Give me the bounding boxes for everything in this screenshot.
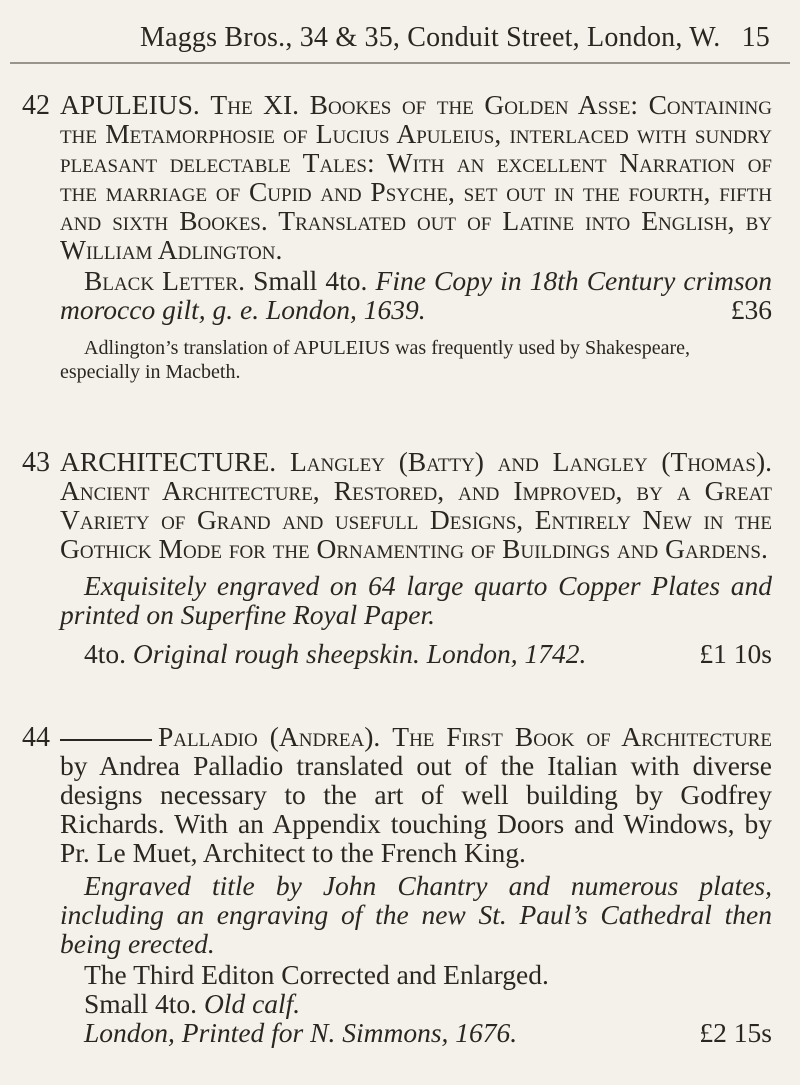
format-lead: Black Letter. (84, 265, 245, 296)
entry-imprint (60, 1018, 772, 1047)
imprint: London, 1639. (265, 294, 426, 325)
entry-title (60, 90, 772, 264)
entry-heading: APULEIUS. (60, 89, 200, 120)
page-header (140, 22, 770, 54)
format: Small 4to. (84, 988, 198, 1019)
price: £2 15s (699, 1017, 772, 1048)
header-title: Maggs Bros., 34 & 35, Conduit Street, London, W. (140, 22, 721, 53)
author: Palladio (Andrea). (158, 721, 381, 752)
description: Exquisitely engraved on 64 large quarto Copper Plates and printed on Superfine Royal Paper. (60, 570, 772, 630)
book-title-lead: The First Book of Architecture (392, 721, 772, 752)
entry-description (60, 571, 772, 629)
description: Engraved title by John Chantry and numerous plates, including an engraving of the new St. Paul’s Cathedral then being erected. (60, 870, 772, 959)
authors: Langley (Batty) and Langley (Thomas). (290, 446, 772, 477)
imprint: London, Printed for N. Simmons, 1676. (84, 1017, 518, 1048)
price: £1 10s (699, 638, 772, 669)
format: 4to. (84, 638, 127, 669)
price: £36 (730, 294, 772, 325)
entry-note: Adlington’s translation of APULEIUS was frequently used by Shakespeare, especially in Macbeth. (60, 337, 691, 383)
entry-details (60, 989, 772, 1018)
format: Small 4to. (253, 265, 368, 296)
entry-number: 42 (22, 90, 50, 121)
edition: The Third Editon Corrected and Enlarged. (84, 959, 549, 990)
book-title: The XI. Bookes of the Golden Asse: Containing the Metamorphosie of Lucius Apuleius, interlaced with sundry pleasant delectable Tales: With an excellent Narration of the marriage of Cupid and Psyche, set out in the fourth, fifth and sixth Bookes. Translated out of Latine into English, by William Adlington. (60, 89, 772, 265)
page-number: 15 (741, 22, 770, 53)
binding: Original rough sheepskin. (132, 638, 420, 669)
entry-heading: ARCHITECTURE. (60, 446, 277, 477)
entry-number: 43 (22, 447, 50, 478)
entry-title (60, 447, 772, 563)
binding: Old calf. (203, 988, 301, 1019)
book-title: by Andrea Palladio translated out of the Italian with diverse designs necessary to the art of well building by Godfrey Richards. With an Appendix touching Doors and Windows, by Pr. Le Muet, Architect to the French King. (60, 750, 772, 868)
header-rule (10, 62, 790, 64)
entry-details (60, 266, 772, 324)
book-title: Ancient Architecture, Restored, and Improved, by a Great Variety of Grand and usefull Designs, Entirely New in the Gothick Mode for the Ornamenting of Buildings and Gardens. (60, 475, 772, 564)
entry-title (60, 722, 772, 867)
entry-number: 44 (22, 722, 50, 753)
imprint: London, 1742. (426, 638, 587, 669)
ditto-dash (60, 739, 152, 741)
entry-description (60, 871, 772, 958)
description: Fine Copy in 18th Century crimson morocco gilt, g. e. (60, 265, 773, 325)
entry-details (60, 639, 772, 668)
